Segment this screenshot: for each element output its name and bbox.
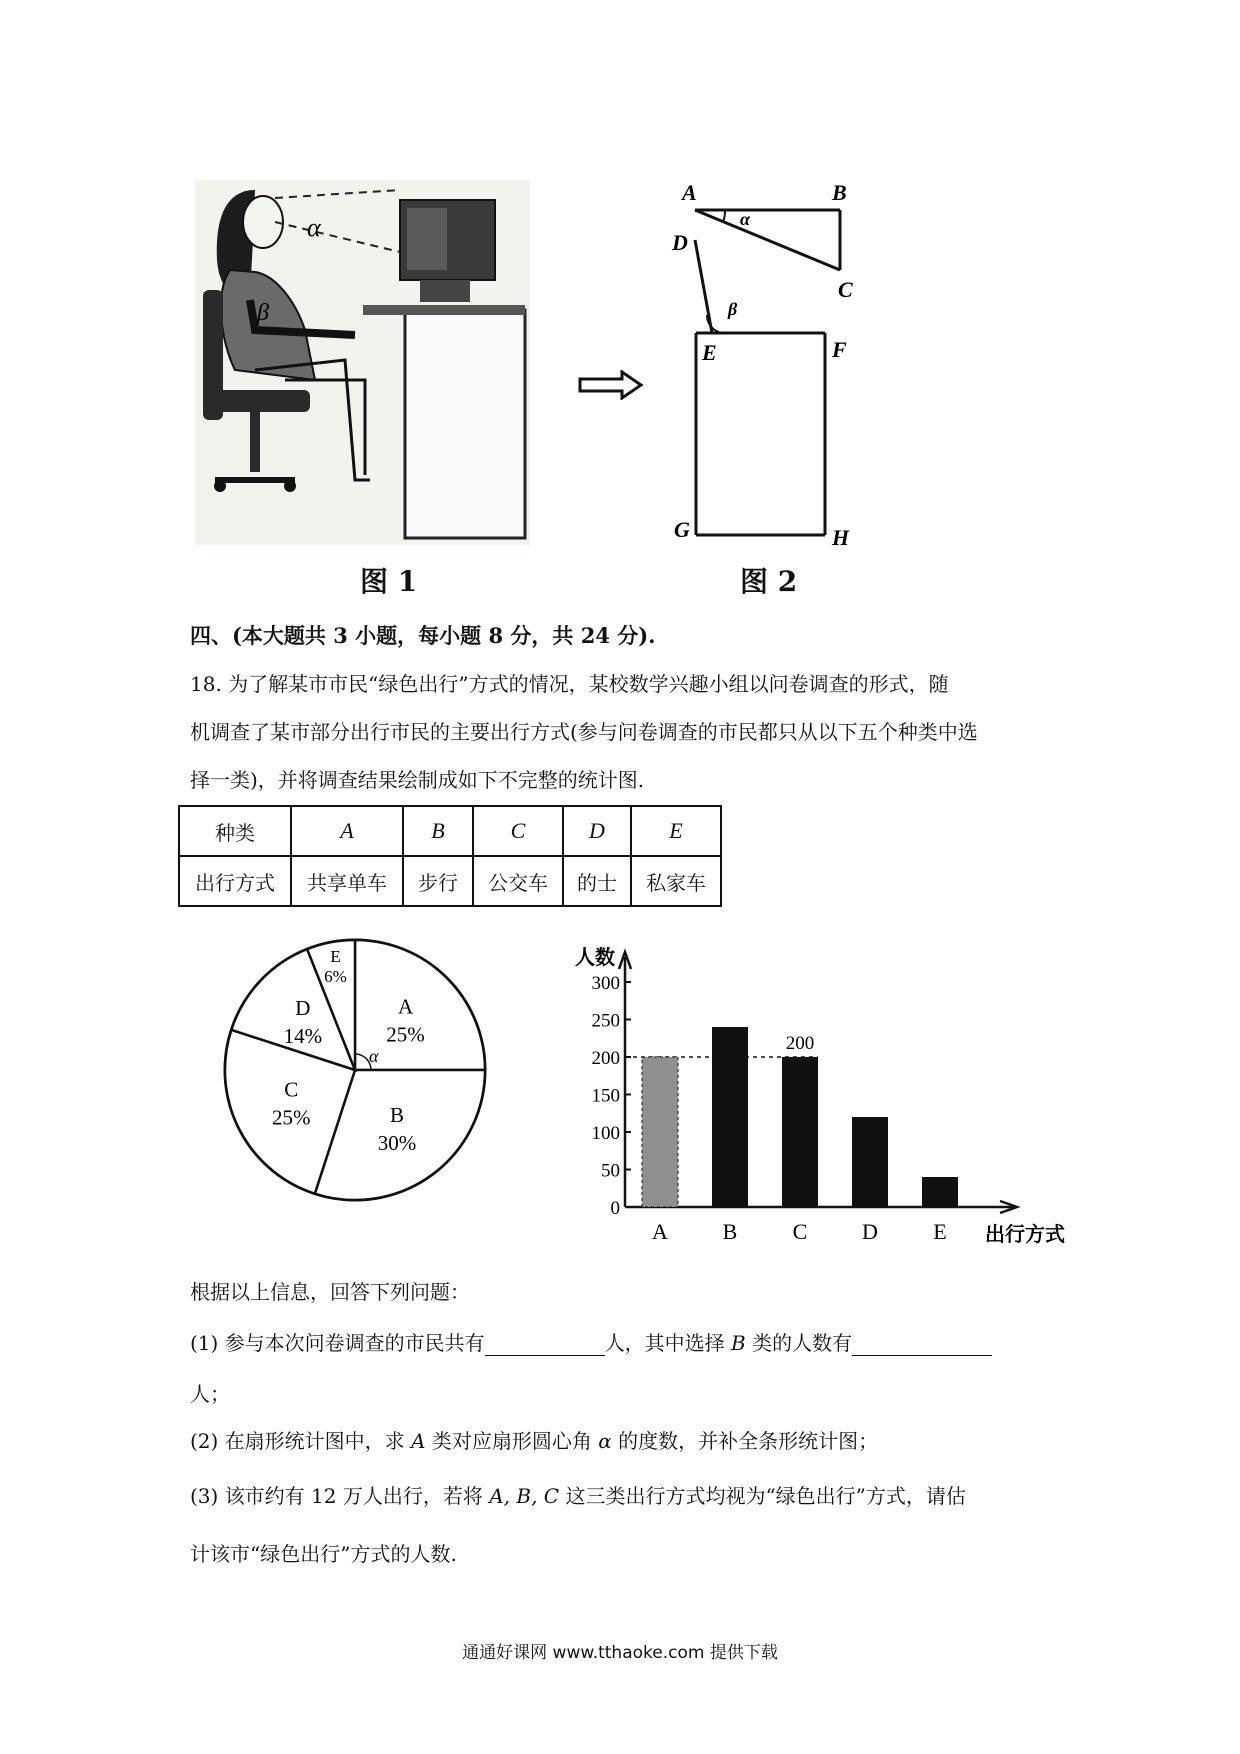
pie-category-label: B [390,1102,405,1127]
figure-1-caption: 图 1 [360,565,418,598]
fig2-point-h: H [832,525,850,550]
pie-percent-label: 25% [272,1105,311,1130]
table-row [179,856,721,906]
q2-text-d: α [598,1429,612,1453]
problem-statement [190,660,1070,804]
questions-intro: 根据以上信息，回答下列问题： [190,1280,470,1304]
question-1-end: 人； [190,1382,230,1406]
pie-category-label: E [330,946,341,966]
table-cell: 公交车 [473,856,563,906]
table-cell: B [403,806,473,856]
arrow-icon [578,370,644,400]
fig2-alpha-label: α [740,209,750,229]
q2-text-c: 类对应扇形圆心角 [431,1429,592,1453]
y-tick-label: 100 [591,1123,620,1144]
x-axis-label: 出行方式 [985,1224,1065,1245]
q3-text-b: A, B, C [489,1484,560,1508]
fig1-alpha-label: α [307,213,321,242]
q1-text-c: B [731,1331,746,1355]
footer-credit: 通通好课网 www.tthaoke.com 提供下载 [462,1643,778,1663]
bar-d [852,1117,888,1207]
table-cell: 步行 [403,856,473,906]
pie-category-label: A [397,994,414,1019]
table-cell: 共享单车 [291,856,403,906]
q2-text-e: 的度数，并补全条形统计图； [618,1429,879,1453]
problem-line-1: 18. 为了解某市市民“绿色出行”方式的情况，某校数学兴趣小组以问卷调查的形式，随 [190,672,949,696]
y-tick-label: 50 [601,1160,620,1182]
table-row [179,806,721,856]
bar-c [782,1057,818,1207]
x-tick-label: C [792,1219,808,1244]
x-tick-label: E [933,1219,947,1244]
table-cell: E [631,806,721,856]
table-cell: 的士 [563,856,631,906]
figure-2-diagram [670,175,895,605]
fig2-point-c: C [838,277,853,302]
pie-percent-label: 6% [324,966,347,986]
pie-percent-label: 14% [283,1024,323,1049]
pie-percent-label: 25% [386,1022,425,1047]
x-tick-label: D [862,1219,878,1244]
table-cell: D [563,806,631,856]
pie-category-label: C [284,1077,299,1102]
bar-a [642,1057,678,1207]
question-3 [190,1480,966,1509]
question-1 [190,1327,992,1356]
problem-line-3: 择一类)，并将调查结果绘制成如下不完整的统计图. [190,768,645,792]
fig2-point-b: B [832,180,847,205]
fig2-beta-label: β [728,299,738,319]
section-title: 四、(本大题共 3 小题，每小题 8 分，共 24 分). [190,623,656,648]
pie-category-label: D [295,996,311,1021]
problem-line-2: 机调查了某市部分出行市民的主要出行方式(参与问卷调查的市民都只从以下五个种类中选 [190,720,978,744]
q3-text-c: 这三类出行方式均视为“绿色出行”方式，请估 [565,1484,966,1508]
x-tick-label: B [722,1219,738,1244]
fig1-beta-label: β [257,300,269,326]
bar-e [922,1177,958,1207]
table-cell: 私家车 [631,856,721,906]
y-tick-label: 150 [591,1085,620,1107]
fig2-point-d: D [672,230,688,255]
y-tick-label: 300 [591,973,620,994]
bar-b [712,1027,748,1207]
table-cell: A [291,806,403,856]
bar-c-value-label: 200 [785,1033,815,1054]
figure-2-caption: 图 2 [740,565,798,598]
pie-chart [195,910,515,1230]
y-tick-label: 200 [591,1048,620,1069]
q1-text-a: (1) 参与本次问卷调查的市民共有 [190,1331,485,1355]
figure-1-illustration [195,180,530,545]
fig2-point-f: F [832,337,847,362]
x-tick-label: A [652,1219,668,1244]
fig2-point-g: G [674,517,690,542]
q1-answer-blank-total[interactable] [485,1355,605,1356]
question-2 [190,1425,878,1454]
pie-percent-label: 30% [377,1130,417,1155]
question-3-end: 计该市“绿色出行”方式的人数. [190,1542,457,1566]
category-table [178,805,722,907]
q1-text-b: 人，其中选择 [604,1331,725,1355]
y-tick-label: 250 [591,1010,620,1032]
fig2-point-e: E [702,340,717,365]
y-axis-label: 人数 [575,947,615,969]
q3-text-a: (3) 该市约有 12 万人出行，若将 [190,1484,483,1508]
pie-alpha-label: α [369,1046,379,1066]
q1-answer-blank-b[interactable] [852,1355,992,1356]
table-cell: C [473,806,563,856]
y-tick-label: 0 [610,1198,620,1219]
q2-text-a: (2) 在扇形统计图中，求 [190,1429,405,1453]
table-cell: 出行方式 [179,856,291,906]
table-cell: 种类 [179,806,291,856]
q2-text-b: A [411,1429,426,1453]
q1-text-d: 类的人数有 [752,1331,853,1355]
fig2-point-a: A [682,180,697,205]
bar-chart [575,925,1085,1245]
